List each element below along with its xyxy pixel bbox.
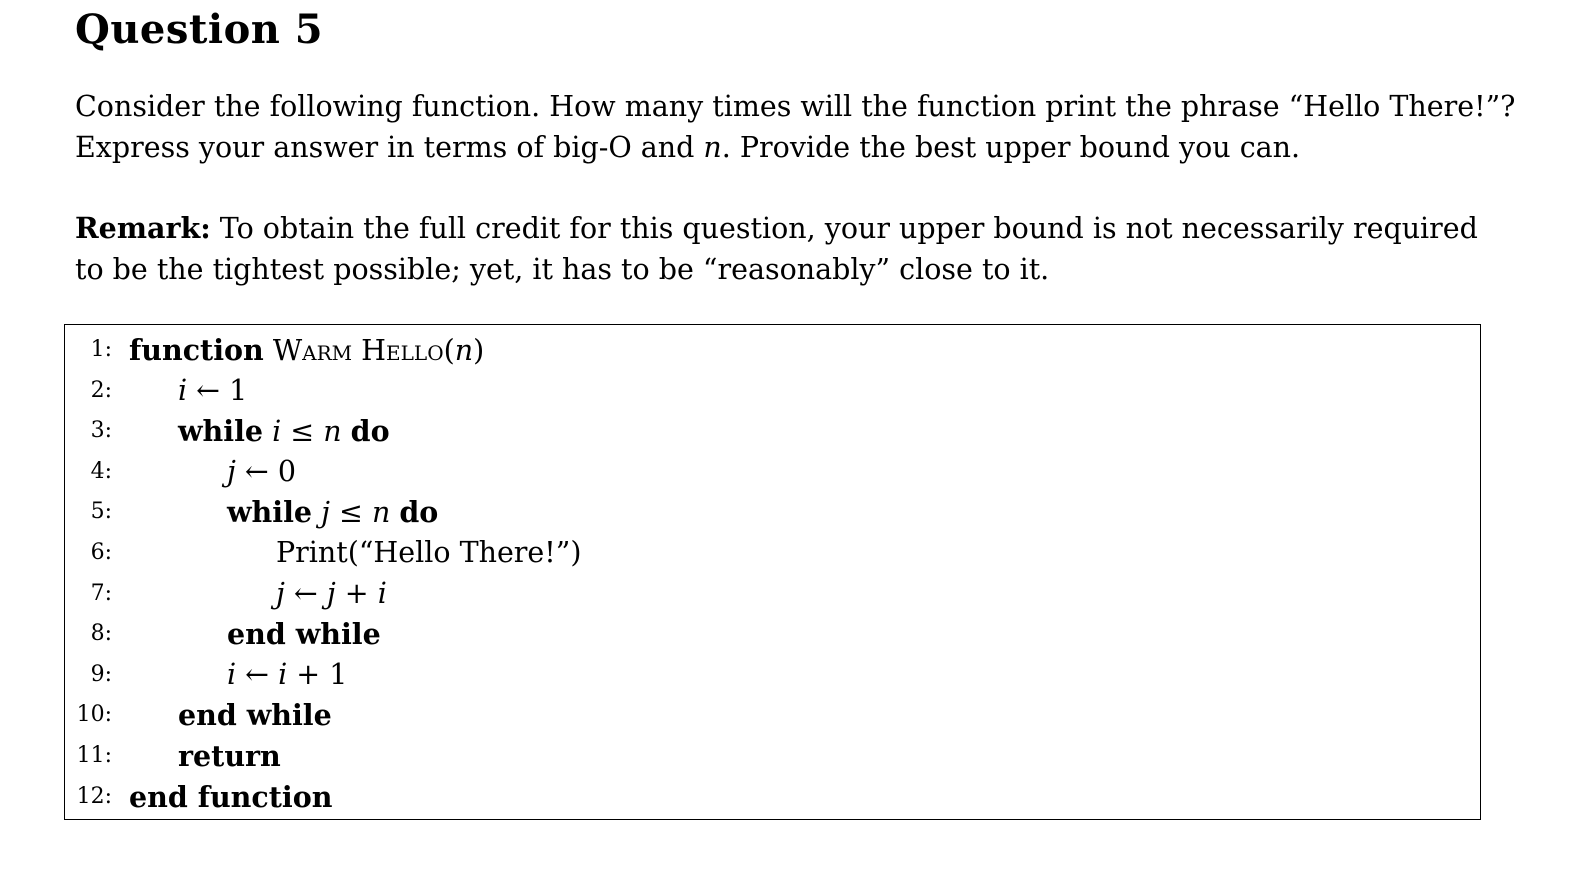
remark-paragraph bbox=[75, 208, 1505, 290]
code-text bbox=[342, 415, 351, 448]
code-text: ( bbox=[443, 334, 455, 367]
line-code bbox=[178, 736, 281, 777]
variable: n bbox=[454, 334, 474, 367]
code-text bbox=[263, 415, 272, 448]
variable: j bbox=[321, 496, 330, 530]
question-title: Question 5 bbox=[75, 6, 324, 53]
keyword: end function bbox=[129, 779, 333, 814]
question-prompt bbox=[75, 86, 1516, 168]
line-code bbox=[227, 655, 347, 695]
keyword: do bbox=[399, 495, 439, 530]
algorithm-line bbox=[65, 655, 1480, 695]
code-text: ≤ bbox=[281, 415, 324, 449]
keyword: end while bbox=[178, 698, 332, 733]
algorithm-line bbox=[65, 777, 1480, 817]
line-code bbox=[178, 695, 332, 736]
variable: i bbox=[377, 576, 387, 610]
variable: i bbox=[272, 415, 282, 449]
line-number: 9: bbox=[90, 661, 112, 687]
line-code bbox=[178, 371, 247, 411]
algorithm-box bbox=[64, 324, 1481, 820]
prompt-variable-n: n bbox=[703, 131, 722, 164]
line-number: 3: bbox=[90, 418, 112, 444]
algorithm-line bbox=[65, 492, 1480, 532]
line-code bbox=[227, 614, 381, 655]
line-number: 7: bbox=[90, 580, 112, 606]
line-code bbox=[227, 452, 296, 492]
keyword: return bbox=[178, 739, 281, 773]
line-number: 10: bbox=[76, 702, 112, 728]
algorithm-line bbox=[65, 533, 1480, 573]
code-text bbox=[312, 496, 321, 529]
algorithm-line bbox=[65, 452, 1480, 492]
code-text: + bbox=[335, 576, 378, 610]
code-text: ← bbox=[284, 576, 327, 610]
variable: i bbox=[227, 657, 237, 691]
line-number: 5: bbox=[90, 499, 112, 525]
prompt-line-1: Consider the following function. How many times will the function print the phrase “Hello There!”? bbox=[75, 90, 1516, 123]
line-code bbox=[276, 574, 387, 614]
variable: i bbox=[178, 373, 188, 407]
algorithm-line bbox=[65, 695, 1480, 735]
code-text bbox=[264, 334, 273, 367]
line-number: 4: bbox=[90, 458, 112, 484]
variable: n bbox=[371, 496, 391, 530]
keyword: while bbox=[178, 414, 264, 449]
variable: j bbox=[227, 454, 236, 488]
prompt-line-2-end: . Provide the best upper bound you can. bbox=[721, 131, 1301, 164]
code-text: ) bbox=[473, 334, 485, 367]
line-number: 11: bbox=[76, 743, 112, 768]
function-name: Warm Hello bbox=[272, 334, 444, 367]
keyword: function bbox=[129, 333, 264, 367]
line-code bbox=[227, 492, 438, 533]
code-text: ≤ bbox=[329, 496, 372, 530]
code-text: ← 0 bbox=[235, 454, 296, 488]
remark-line-1: To obtain the full credit for this question, your upper bound is not necessarily required bbox=[210, 212, 1478, 245]
code-text: ← bbox=[236, 657, 279, 691]
code-text: ← 1 bbox=[187, 373, 248, 407]
keyword: while bbox=[227, 495, 313, 530]
code-text: + 1 bbox=[287, 657, 348, 691]
algorithm-line bbox=[65, 330, 1480, 370]
algorithm-line bbox=[65, 614, 1480, 654]
variable: j bbox=[276, 576, 285, 610]
remark-line-2: to be the tightest possible; yet, it has to be “reasonably” close to it. bbox=[75, 253, 1050, 286]
variable: i bbox=[278, 657, 288, 691]
line-number: 8: bbox=[90, 621, 112, 647]
line-number: 2: bbox=[90, 377, 112, 403]
variable: n bbox=[323, 415, 342, 449]
variable: j bbox=[326, 576, 336, 610]
algorithm-line bbox=[65, 574, 1480, 614]
algorithm-line bbox=[65, 411, 1480, 451]
line-code bbox=[129, 330, 484, 371]
line-number: 1: bbox=[90, 337, 112, 362]
algorithm-line bbox=[65, 736, 1480, 776]
line-number: 6: bbox=[90, 540, 112, 565]
algorithm-line bbox=[65, 371, 1480, 411]
prompt-line-2-start: Express your answer in terms of big-O and bbox=[75, 131, 704, 164]
line-code bbox=[178, 411, 390, 452]
line-code bbox=[129, 777, 332, 818]
keyword: end while bbox=[227, 617, 381, 652]
line-code bbox=[276, 533, 581, 573]
line-number: 12: bbox=[76, 783, 112, 809]
remark-label: Remark: bbox=[75, 211, 211, 245]
code-text: Print(“Hello There!”) bbox=[276, 536, 582, 569]
keyword: do bbox=[350, 414, 390, 449]
